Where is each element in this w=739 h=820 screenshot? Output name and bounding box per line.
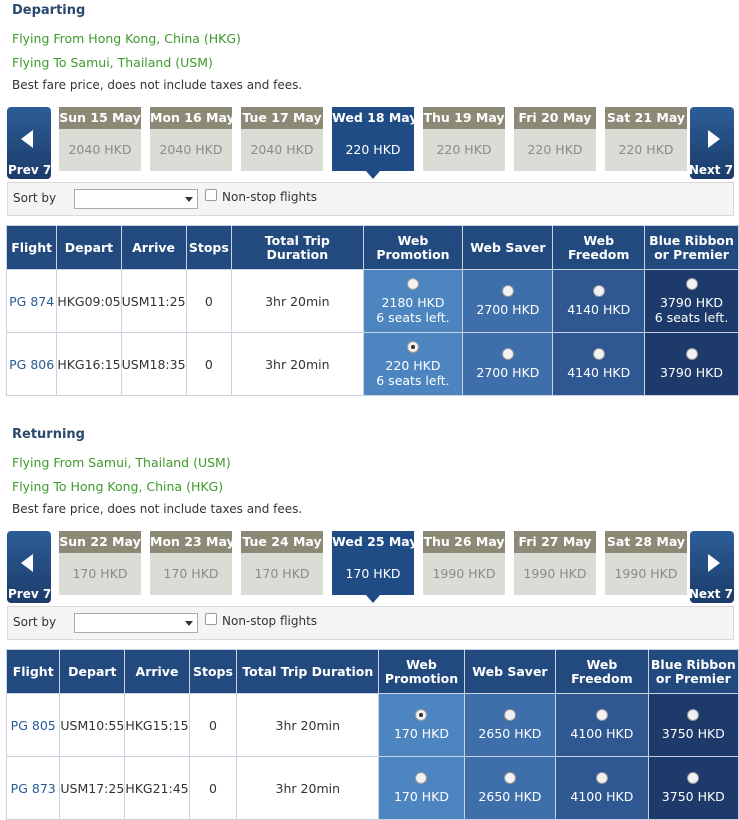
depart-cell: [60, 757, 125, 820]
arrive-code: USM: [121, 356, 150, 372]
fare-radio-wrapper: [379, 709, 463, 726]
fare-radio[interactable]: [504, 709, 516, 721]
stops-cell: 0: [186, 270, 232, 333]
returning-sort-select[interactable]: [74, 613, 198, 633]
fare-radio-wrapper: [465, 709, 555, 726]
departing-date-strip: [7, 107, 734, 179]
fare-cell-web-freedom[interactable]: [556, 757, 648, 820]
fare-radio[interactable]: [502, 348, 514, 360]
prev-7-label: Prev 7: [8, 163, 52, 177]
fare-radio[interactable]: [593, 285, 605, 297]
fare-price: 2650 HKD: [478, 726, 542, 741]
col-header-stops: Stops: [189, 650, 237, 694]
arrive-time: 21:45: [152, 780, 189, 796]
fare-cell-web-saver[interactable]: [463, 333, 553, 396]
seats-left: 6 seats left.: [654, 309, 729, 325]
returning-sort-bar: [7, 606, 734, 640]
arrow-left-icon: [21, 130, 33, 148]
depart-time: 16:15: [84, 356, 121, 372]
date-tile[interactable]: [332, 531, 418, 595]
next-7-label: Next 7: [688, 587, 733, 601]
col-header-arrive: Arrive: [125, 650, 189, 694]
fare-cell-web-freedom[interactable]: [553, 333, 645, 396]
fare-radio-wrapper: [649, 772, 738, 789]
flight-number[interactable]: PG 806: [7, 333, 57, 396]
flight-number[interactable]: PG 873: [7, 757, 60, 820]
fare-cell-web-saver[interactable]: [463, 270, 553, 333]
date-tile-price: 170 HKD: [241, 553, 323, 595]
fare-radio[interactable]: [687, 709, 699, 721]
date-tile[interactable]: [150, 107, 235, 171]
fare-radio-wrapper: [556, 709, 647, 726]
date-tile[interactable]: [514, 531, 596, 595]
arrow-right-icon: [708, 554, 720, 572]
date-tile-day: Tue 24 May: [241, 531, 323, 553]
stops-cell: 0: [189, 757, 237, 820]
duration-cell: 3hr 20min: [232, 270, 363, 333]
stops-cell: 0: [189, 694, 237, 757]
fare-price: 3750 HKD: [661, 789, 725, 804]
chevron-down-icon: [185, 621, 193, 626]
fare-radio[interactable]: [407, 278, 419, 290]
depart-cell: [60, 694, 125, 757]
fare-radio-wrapper: [379, 772, 463, 789]
date-tile-day: Fri 20 May: [514, 107, 596, 129]
date-tile-price: 1990 HKD: [514, 553, 596, 595]
fare-price: 4140 HKD: [567, 302, 631, 317]
sort-by-label: Sort by: [13, 615, 57, 629]
date-tile-price: 220 HKD: [605, 129, 687, 171]
departing-from: Flying From Hong Kong, China (HKG): [12, 31, 241, 46]
fare-price: 4100 HKD: [570, 726, 634, 741]
departing-flight-table: [6, 225, 739, 396]
departing-sort-bar: [7, 182, 734, 216]
fare-radio-wrapper: [649, 709, 738, 726]
fare-price: 3750 HKD: [661, 726, 725, 741]
returning-from: Flying From Samui, Thailand (USM): [12, 455, 231, 470]
date-tile-price: 220 HKD: [423, 129, 505, 171]
fare-radio[interactable]: [687, 772, 699, 784]
fare-cell-blue-ribbon[interactable]: [645, 270, 739, 333]
fare-radio-wrapper: [364, 341, 463, 358]
table-row: [7, 333, 739, 396]
date-tile-price: 1990 HKD: [605, 553, 687, 595]
fare-cell-web-saver[interactable]: [464, 694, 555, 757]
fare-radio-wrapper: [465, 772, 555, 789]
prev-7-label: Prev 7: [8, 587, 52, 601]
date-tile-price: 170 HKD: [150, 553, 232, 595]
duration-cell: 3hr 20min: [232, 333, 363, 396]
seats-left: 6 seats left.: [376, 309, 450, 325]
fare-radio-wrapper: [553, 285, 644, 302]
date-tile-day: Mon 16 May: [150, 107, 232, 129]
col-header-flight: Flight: [7, 226, 57, 270]
date-tile[interactable]: [332, 107, 418, 171]
date-tile[interactable]: [423, 107, 505, 171]
col-header-arrive: Arrive: [121, 226, 186, 270]
sort-by-label: Sort by: [13, 191, 57, 205]
duration-cell: 3hr 20min: [237, 694, 379, 757]
returning-fare-note: Best fare price, does not include taxes and fees.: [12, 502, 303, 516]
selected-pointer-icon: [366, 171, 380, 179]
arrive-time: 15:15: [152, 717, 189, 733]
date-tile[interactable]: [605, 531, 687, 595]
arrive-time: 18:35: [149, 356, 186, 372]
flight-number[interactable]: PG 874: [7, 270, 57, 333]
depart-code: HKG: [57, 356, 85, 372]
arrive-code: HKG: [125, 717, 153, 733]
date-tile-price: 2040 HKD: [241, 129, 323, 171]
date-tile-price: 220 HKD: [514, 129, 596, 171]
fare-radio[interactable]: [415, 772, 427, 784]
arrow-right-icon: [708, 130, 720, 148]
fare-radio[interactable]: [686, 278, 698, 290]
departing-next-7-button[interactable]: [690, 107, 734, 179]
table-row: [7, 694, 739, 757]
col-header-web-saver: Web Saver: [463, 226, 553, 270]
depart-time: 10:55: [88, 717, 125, 733]
depart-time: 09:05: [84, 293, 121, 309]
chevron-down-icon: [185, 197, 193, 202]
fare-radio-wrapper: [556, 772, 647, 789]
arrive-cell: [121, 333, 186, 396]
fare-radio[interactable]: [504, 772, 516, 784]
col-header-web-promotion: Web Promotion: [363, 226, 463, 270]
date-tile-day: Sun 15 May: [59, 107, 141, 129]
date-tile[interactable]: [241, 531, 323, 595]
col-header-blue-ribbon: Blue Ribbon or Premier: [648, 650, 738, 694]
fare-price: 3790 HKD: [659, 365, 723, 380]
col-header-flight: Flight: [7, 650, 60, 694]
duration-cell: 3hr 20min: [237, 757, 379, 820]
col-header-web-freedom: Web Freedom: [553, 226, 645, 270]
departing-title: Departing: [12, 3, 86, 18]
nonstop-flights-label[interactable]: Non-stop flights: [222, 614, 318, 628]
date-tile-day: Sat 28 May: [605, 531, 687, 553]
fare-radio[interactable]: [502, 285, 514, 297]
depart-time: 17:25: [88, 780, 125, 796]
col-header-duration: Total Trip Duration: [237, 650, 379, 694]
date-tile[interactable]: [423, 531, 505, 595]
col-header-web-freedom: Web Freedom: [556, 650, 648, 694]
table-row: [7, 757, 739, 820]
fare-price: 170 HKD: [393, 789, 450, 804]
selected-pointer-icon: [366, 595, 380, 603]
departing-fare-note: Best fare price, does not include taxes and fees.: [12, 78, 303, 92]
fare-radio-wrapper: [463, 285, 552, 302]
fare-radio-wrapper: [645, 278, 738, 295]
fare-radio-wrapper: [645, 348, 738, 365]
arrive-cell: [121, 270, 186, 333]
returning-nonstop-checkbox[interactable]: [205, 613, 217, 625]
returning-flight-table: [6, 649, 739, 820]
col-header-depart: Depart: [60, 650, 125, 694]
returning-title: Returning: [12, 427, 85, 442]
fare-radio-wrapper: [553, 348, 644, 365]
fare-cell-web-promotion[interactable]: [363, 270, 463, 333]
col-header-blue-ribbon: Blue Ribbon or Premier: [645, 226, 739, 270]
date-tile[interactable]: [150, 531, 235, 595]
arrow-left-icon: [21, 554, 33, 572]
fare-price: 2180 HKD: [381, 294, 445, 310]
fare-radio[interactable]: [686, 348, 698, 360]
arrive-code: USM: [121, 293, 150, 309]
date-tile-day: Fri 27 May: [514, 531, 596, 553]
depart-cell: [57, 333, 121, 396]
date-tile-price: 170 HKD: [332, 553, 414, 595]
date-tile[interactable]: [241, 107, 323, 171]
fare-price: 3790 HKD: [659, 294, 723, 310]
depart-code: HKG: [57, 293, 85, 309]
next-7-label: Next 7: [688, 163, 733, 177]
date-tile-day: Wed 25 May: [332, 531, 414, 553]
stops-cell: 0: [186, 333, 232, 396]
fare-radio[interactable]: [415, 709, 427, 721]
returning-prev-7-button[interactable]: [7, 531, 51, 603]
arrive-code: HKG: [125, 780, 153, 796]
date-tile-price: 2040 HKD: [59, 129, 141, 171]
departing-prev-7-button[interactable]: [7, 107, 51, 179]
fare-radio[interactable]: [596, 772, 608, 784]
arrive-cell: [125, 694, 189, 757]
date-tile-day: Sun 22 May: [59, 531, 141, 553]
fare-cell-blue-ribbon[interactable]: [648, 757, 738, 820]
fare-price: 220 HKD: [385, 357, 441, 373]
fare-price: 4140 HKD: [567, 365, 631, 380]
fare-cell-blue-ribbon[interactable]: [648, 694, 738, 757]
fare-cell-blue-ribbon[interactable]: [645, 333, 739, 396]
arrive-cell: [125, 757, 189, 820]
date-tile[interactable]: [59, 107, 141, 171]
fare-price: 170 HKD: [393, 726, 450, 741]
fare-radio[interactable]: [596, 709, 608, 721]
date-tile-day: Thu 19 May: [423, 107, 505, 129]
date-tile-day: Sat 21 May: [605, 107, 687, 129]
date-tile-day: Wed 18 May: [332, 107, 414, 129]
fare-cell-web-freedom[interactable]: [556, 694, 648, 757]
depart-cell: [57, 270, 121, 333]
seats-left: 6 seats left.: [376, 372, 450, 388]
arrive-time: 11:25: [149, 293, 186, 309]
fare-radio-wrapper: [364, 278, 463, 295]
date-tile-price: 2040 HKD: [150, 129, 232, 171]
col-header-stops: Stops: [186, 226, 232, 270]
depart-code: USM: [60, 717, 89, 733]
col-header-web-saver: Web Saver: [464, 650, 555, 694]
fare-radio[interactable]: [593, 348, 605, 360]
date-tile[interactable]: [605, 107, 687, 171]
date-tile-price: 220 HKD: [332, 129, 414, 171]
fare-cell-web-freedom[interactable]: [553, 270, 645, 333]
col-header-depart: Depart: [57, 226, 121, 270]
fare-cell-web-promotion[interactable]: [379, 694, 464, 757]
returning-to: Flying To Hong Kong, China (HKG): [12, 479, 224, 494]
fare-price: 2650 HKD: [478, 789, 542, 804]
departing-sort-select[interactable]: [74, 189, 198, 209]
date-tile-price: 170 HKD: [59, 553, 141, 595]
fare-price: 2700 HKD: [476, 302, 540, 317]
col-header-web-promotion: Web Promotion: [379, 650, 464, 694]
nonstop-flights-label[interactable]: Non-stop flights: [222, 190, 318, 204]
fare-cell-web-promotion[interactable]: [379, 757, 464, 820]
date-tile-day: Tue 17 May: [241, 107, 323, 129]
flight-number[interactable]: PG 805: [7, 694, 60, 757]
date-tile[interactable]: [59, 531, 141, 595]
fare-cell-web-saver[interactable]: [464, 757, 555, 820]
fare-radio[interactable]: [407, 341, 419, 353]
fare-radio-wrapper: [463, 348, 552, 365]
depart-code: USM: [60, 780, 89, 796]
date-tile[interactable]: [514, 107, 596, 171]
fare-cell-web-promotion[interactable]: [363, 333, 463, 396]
fare-price: 2700 HKD: [476, 365, 540, 380]
table-row: [7, 270, 739, 333]
date-tile-price: 1990 HKD: [423, 553, 505, 595]
date-tile-day: Thu 26 May: [423, 531, 505, 553]
fare-price: 4100 HKD: [570, 789, 634, 804]
returning-next-7-button[interactable]: [690, 531, 734, 603]
col-header-duration: Total Trip Duration: [232, 226, 363, 270]
date-tile-day: Mon 23 May: [150, 531, 232, 553]
returning-date-strip: [7, 531, 734, 603]
departing-nonstop-checkbox[interactable]: [205, 189, 217, 201]
departing-to: Flying To Samui, Thailand (USM): [12, 55, 213, 70]
